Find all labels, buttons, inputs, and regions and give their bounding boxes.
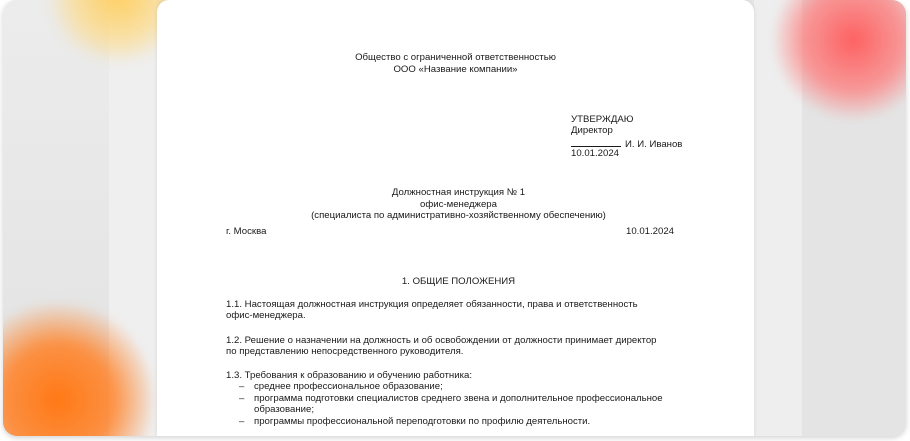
paragraph-1-2-line2: по представлению непосредственного руководителя.	[226, 346, 464, 357]
list-item-continuation: образование;	[254, 404, 315, 415]
paragraph-1-1-line1: 1.1. Настоящая должностная инструкция определяет обязанности, права и ответственность	[226, 299, 638, 310]
doc-title-line3: (специалиста по административно-хозяйственному обеспечению)	[311, 210, 606, 221]
doc-title-line2: офис-менеджера	[420, 199, 497, 210]
city: г. Москва	[226, 226, 267, 237]
screenshot-frame	[3, 0, 906, 436]
approve-date: 10.01.2024	[571, 148, 620, 159]
paragraph-1-1-line2: офис-менеджера.	[226, 310, 306, 321]
approve-label: УТВЕРЖДАЮ	[571, 114, 634, 125]
document-date: 10.01.2024	[626, 226, 675, 237]
paragraph-1-2-line1: 1.2. Решение о назначении на должность и об освобождении от должности принимает директор	[226, 335, 657, 346]
list-dash: –	[239, 381, 245, 392]
list-item: программы профессиональной переподготовки по профилю деятельности.	[254, 416, 591, 427]
signer-name: И. И. Иванов	[625, 139, 683, 150]
list-dash: –	[239, 416, 245, 427]
doc-title-line1: Должностная инструкция № 1	[391, 187, 526, 198]
paragraph-1-3: 1.3. Требования к образованию и обучению работника:	[226, 370, 472, 381]
approve-position: Директор	[571, 125, 613, 136]
company-line: ООО «Название компании»	[393, 64, 518, 75]
org-line: Общество с ограниченной ответственностью	[355, 52, 556, 63]
list-dash: –	[239, 393, 245, 404]
list-item: среднее профессиональное образование;	[254, 381, 443, 392]
document-page	[157, 0, 754, 436]
section-heading: 1. ОБЩИЕ ПОЛОЖЕНИЯ	[401, 276, 516, 287]
list-item: программа подготовки специалистов среднего звена и дополнительное профессиональное	[254, 393, 663, 404]
signature-underline	[571, 137, 621, 147]
